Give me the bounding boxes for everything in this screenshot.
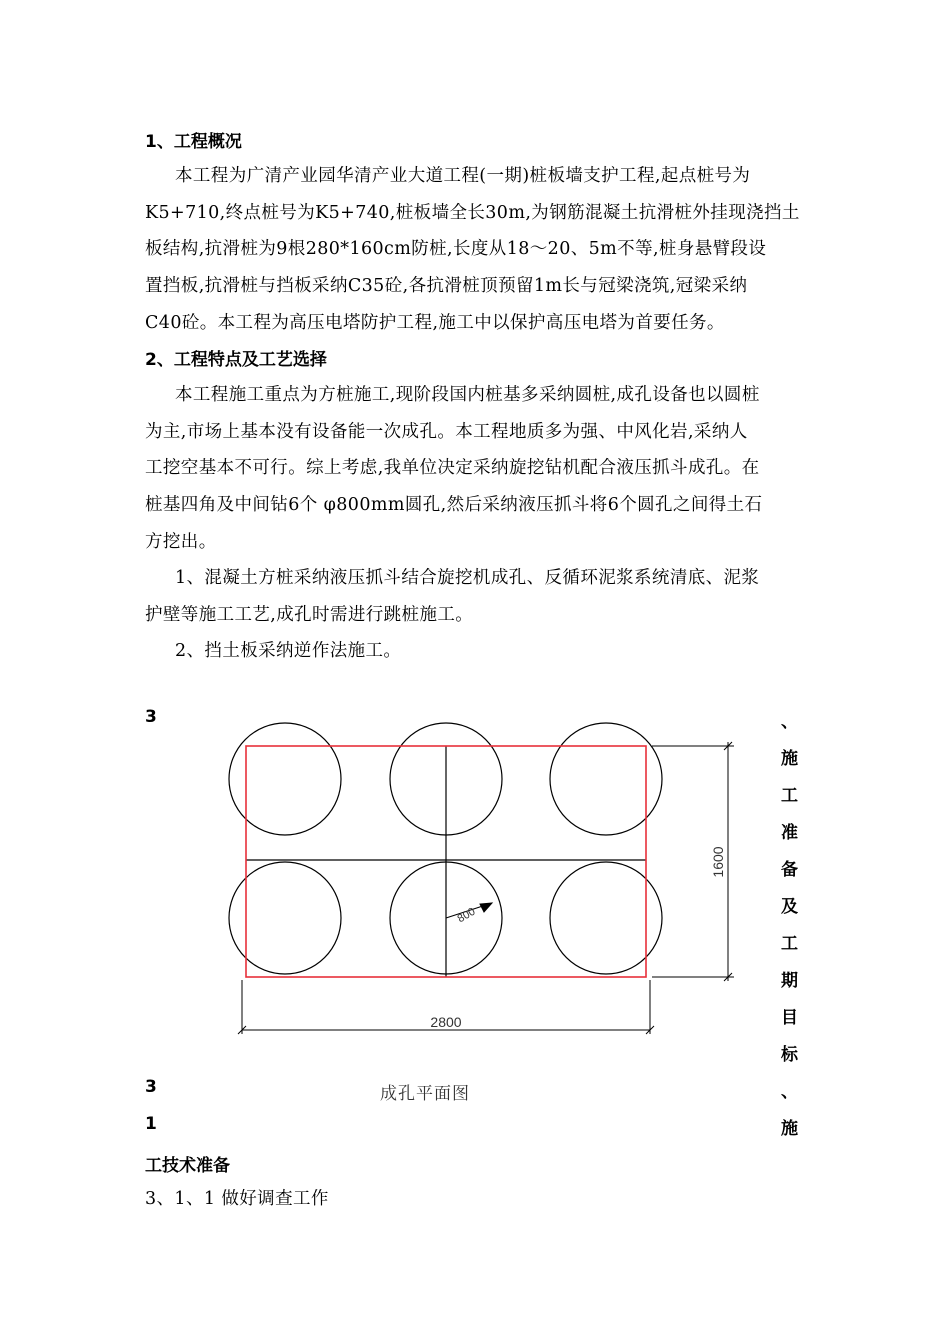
vertical-heading-char: 标 xyxy=(781,1045,798,1065)
paragraph-line: 工挖空基本不可行。综上考虑,我单位决定采纳旋挖钻机配合液压抓斗成孔。在 xyxy=(145,458,760,478)
vertical-heading-char: 施 xyxy=(781,1119,798,1139)
diameter-dimension-label: 800 xyxy=(455,905,478,926)
width-dimension-label: 2800 xyxy=(430,1014,462,1030)
section-3-mark: 3 xyxy=(145,707,157,727)
sub-item: 3、1、1 做好调查工作 xyxy=(145,1189,329,1209)
paragraph-line: 为主,市场上基本没有设备能一次成孔。本工程地质多为强、中风化岩,采纳人 xyxy=(145,422,748,442)
paragraph-line: C40砼。本工程为高压电塔防护工程,施工中以保护高压电塔为首要任务。 xyxy=(145,313,725,333)
vertical-heading-char: 及 xyxy=(781,897,798,917)
list-item: 2、挡土板采纳逆作法施工。 xyxy=(175,641,402,661)
vertical-heading-char: 、 xyxy=(781,712,798,732)
section-3-mark: 1 xyxy=(145,1114,157,1134)
paragraph-line: 置挡板,抗滑桩与挡板采纳C35砼,各抗滑桩顶预留1m长与冠梁浇筑,冠梁采纳 xyxy=(145,276,748,296)
list-item: 1、混凝土方桩采纳液压抓斗结合旋挖机成孔、反循环泥浆系统清底、泥浆 xyxy=(175,568,760,588)
vertical-heading-char: 工 xyxy=(781,934,798,954)
vertical-heading-char: 工 xyxy=(781,786,798,806)
vertical-heading-char: 目 xyxy=(781,1008,798,1028)
paragraph-line: 方挖出。 xyxy=(145,532,217,552)
paragraph-line: 本工程为广清产业园华清产业大道工程(一期)桩板墙支护工程,起点桩号为 xyxy=(175,166,751,186)
section-1-heading: 1、工程概况 xyxy=(145,132,242,152)
paragraph-line: K5+710,终点桩号为K5+740,桩板墙全长30m,为钢筋混凝土抗滑桩外挂现浇挡土 xyxy=(145,203,800,223)
vertical-heading-char: 施 xyxy=(781,749,798,769)
paragraph-line: 板结构,抗滑桩为9根280*160cm防桩,长度从18～20、5m不等,桩身悬臂段设 xyxy=(145,239,767,259)
section-3-mark: 3 xyxy=(145,1077,157,1097)
drawing-caption: 成孔平面图 xyxy=(380,1084,470,1104)
height-dimension-label: 1600 xyxy=(710,846,726,878)
vertical-heading-char: 期 xyxy=(781,971,798,991)
section-3-continuation: 工技术准备 xyxy=(145,1156,230,1176)
paragraph-line: 本工程施工重点为方桩施工,现阶段国内桩基多采纳圆桩,成孔设备也以圆桩 xyxy=(175,385,760,405)
center-lines xyxy=(246,746,646,977)
vertical-heading-char: 准 xyxy=(781,823,798,843)
paragraph-line: 桩基四角及中间钻6个 φ800mm圆孔,然后采纳液压抓斗将6个圆孔之间得土石 xyxy=(145,495,763,515)
section-2-heading: 2、工程特点及工艺选择 xyxy=(145,350,327,370)
vertical-heading-char: 、 xyxy=(781,1082,798,1102)
vertical-heading-char: 备 xyxy=(781,860,798,880)
list-item: 护壁等施工工艺,成孔时需进行跳桩施工。 xyxy=(145,605,474,625)
